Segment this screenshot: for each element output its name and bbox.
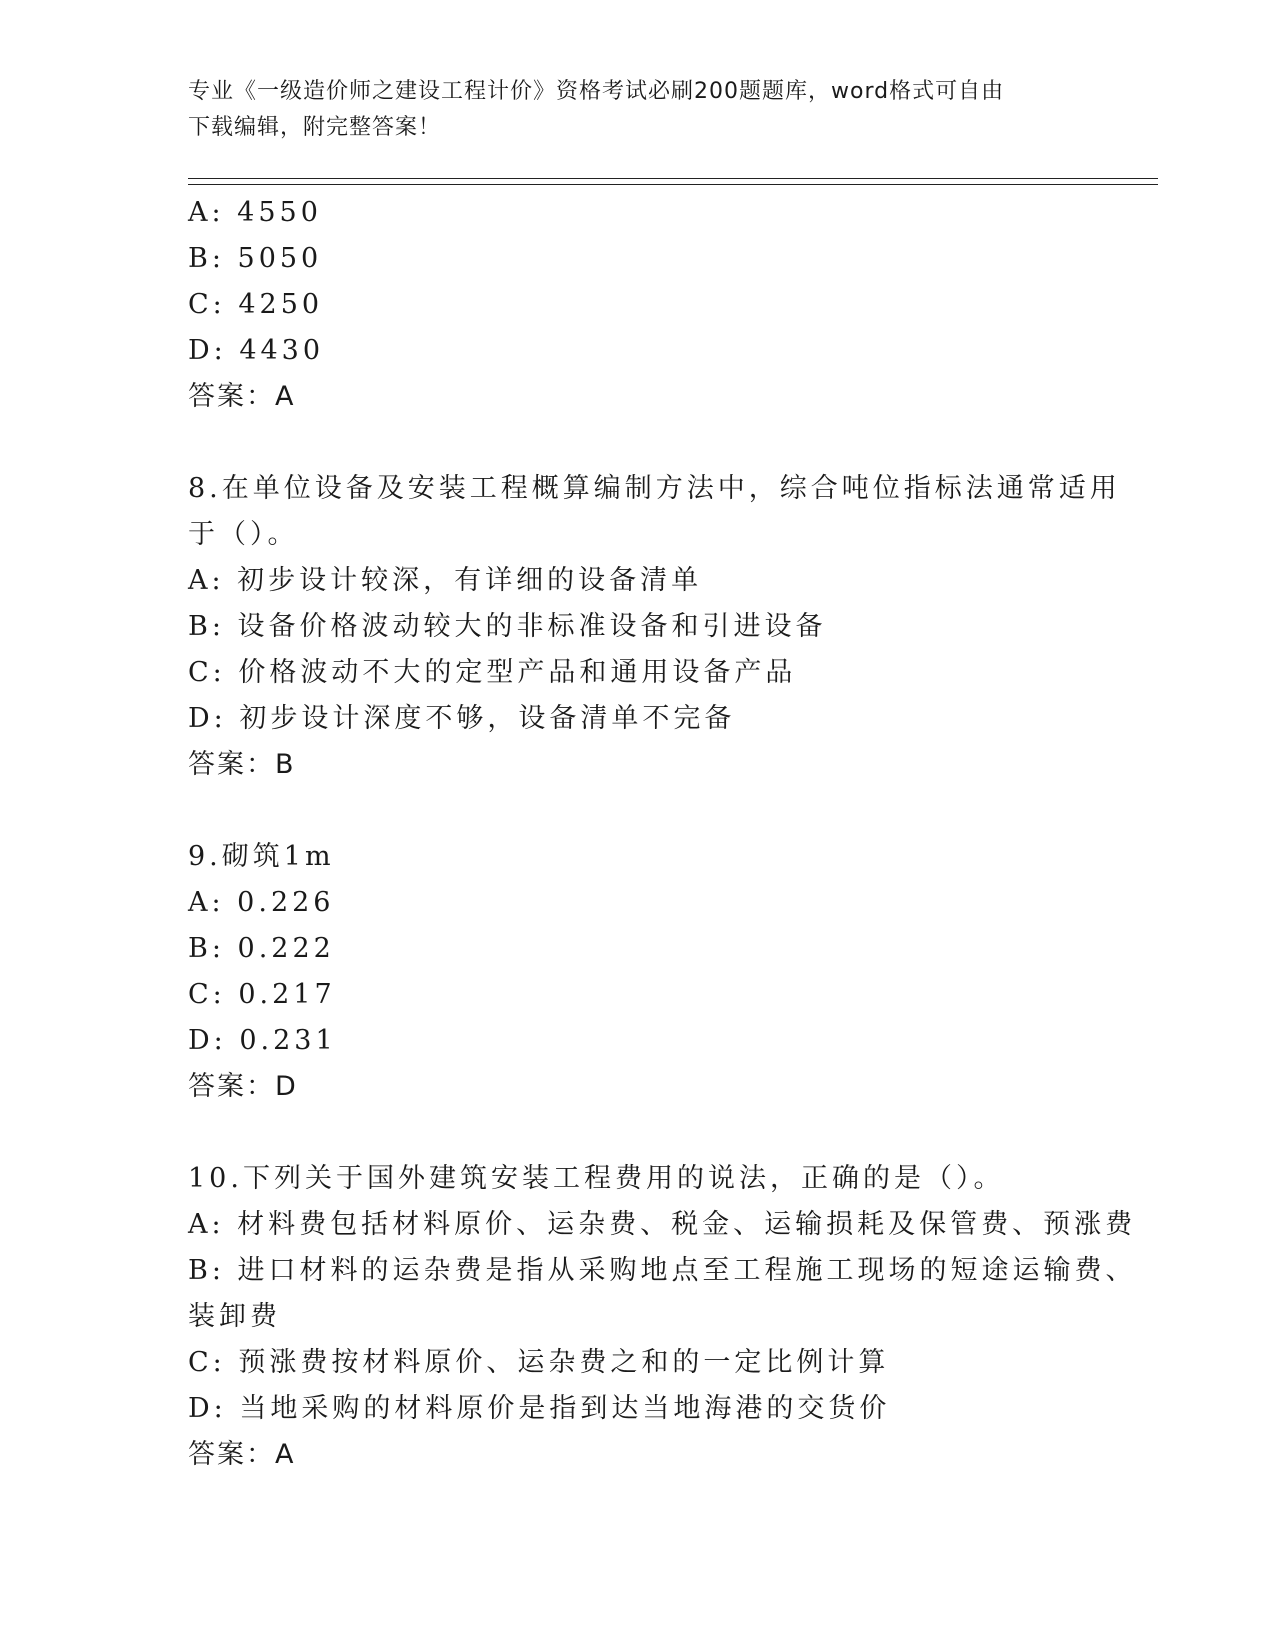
answer: 答案：A [188,1439,296,1470]
option-a: A: 4550 [188,197,322,228]
option-d: D: 4430 [188,335,325,366]
header-line-1: 专业《一级造价师之建设工程计价》资格考试必刷200题题库，word格式可自由 [188,79,1005,104]
header-divider-top [188,178,1158,179]
option-a: A: 0.226 [188,887,335,918]
option-d: D: 当地采购的材料原价是指到达当地海港的交货价 [188,1393,891,1424]
question-7 [188,190,1088,420]
document-header [188,74,1088,146]
question-10 [188,1156,1137,1478]
answer: 答案：A [188,381,296,412]
option-c: C: 4250 [188,289,324,320]
option-b-cont: 装卸费 [188,1301,281,1332]
option-b: B: 设备价格波动较大的非标准设备和引进设备 [188,611,827,642]
answer: 答案：D [188,1071,298,1102]
option-c: C: 0.217 [188,979,336,1010]
option-a: A: 材料费包括材料原价、运杂费、税金、运输损耗及保管费、预涨费 [188,1209,1137,1240]
question-8 [188,466,1121,788]
option-c: C: 预涨费按材料原价、运杂费之和的一定比例计算 [188,1347,890,1378]
option-d: D: 0.231 [188,1025,337,1056]
option-b: B: 0.222 [188,933,335,964]
header-line-2: 下载编辑，附完整答案！ [188,115,442,140]
option-a: A: 初步设计较深，有详细的设备清单 [188,565,703,596]
option-d: D: 初步设计深度不够，设备清单不完备 [188,703,736,734]
question-9 [188,834,1088,1110]
question-text: 8.在单位设备及安装工程概算编制方法中，综合吨位指标法通常适用 [188,473,1121,504]
question-text: 10.下列关于国外建筑安装工程费用的说法，正确的是（）。 [188,1163,1005,1194]
header-divider-bottom [188,184,1158,185]
question-text-cont: 于（）。 [188,519,299,550]
option-b: B: 5050 [188,243,323,274]
question-list [188,190,1137,1478]
question-text: 9.砌筑1m [188,841,335,872]
option-c: C: 价格波动不大的定型产品和通用设备产品 [188,657,797,688]
answer: 答案：B [188,749,296,780]
option-b: B: 进口材料的运杂费是指从采购地点至工程施工现场的短途运输费、 [188,1255,1137,1286]
